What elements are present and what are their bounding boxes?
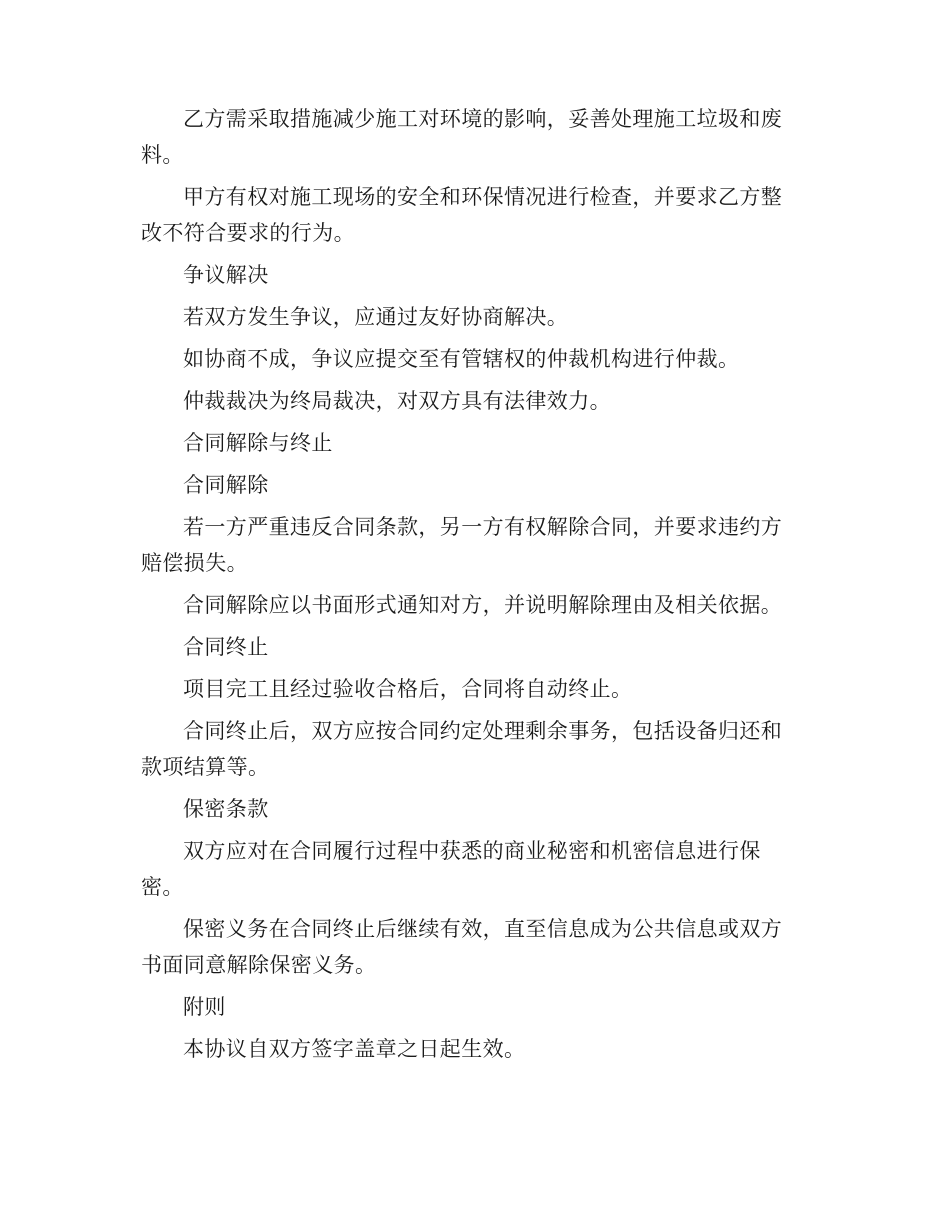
paragraph: 双方应对在合同履行过程中获悉的商业秘密和机密信息进行保密。 xyxy=(141,839,761,899)
section-heading: 合同解除与终止 xyxy=(183,431,333,455)
paragraph: 甲方有权对施工现场的安全和环保情况进行检查，并要求乙方整改不符合要求的行为。 xyxy=(141,185,783,245)
section-heading: 保密条款 xyxy=(183,797,269,821)
paragraph: 项目完工且经过验收合格后，合同将自动终止。 xyxy=(183,677,633,701)
paragraph: 合同终止后，双方应按合同约定处理剩余事务，包括设备归还和款项结算等。 xyxy=(141,719,783,779)
section-heading: 附则 xyxy=(183,995,226,1019)
paragraph: 若一方严重违反合同条款，另一方有权解除合同，并要求违约方赔偿损失。 xyxy=(141,515,783,575)
subsection-heading: 合同解除 xyxy=(183,473,269,497)
paragraph: 仲裁裁决为终局裁决，对双方具有法律效力。 xyxy=(183,389,611,413)
subsection-heading: 合同终止 xyxy=(183,635,269,659)
section-heading: 争议解决 xyxy=(183,263,269,287)
paragraph: 若双方发生争议，应通过友好协商解决。 xyxy=(183,305,569,329)
paragraph: 乙方需采取措施减少施工对环境的影响，妥善处理施工垃圾和废料。 xyxy=(141,107,783,167)
document-body xyxy=(141,101,801,1073)
paragraph: 保密义务在合同终止后继续有效，直至信息成为公共信息或双方书面同意解除保密义务。 xyxy=(141,917,783,977)
paragraph: 本协议自双方签字盖章之日起生效。 xyxy=(183,1037,526,1061)
paragraph: 如协商不成，争议应提交至有管辖权的仲裁机构进行仲裁。 xyxy=(183,347,740,371)
paragraph: 合同解除应以书面形式通知对方，并说明解除理由及相关依据。 xyxy=(183,593,783,617)
